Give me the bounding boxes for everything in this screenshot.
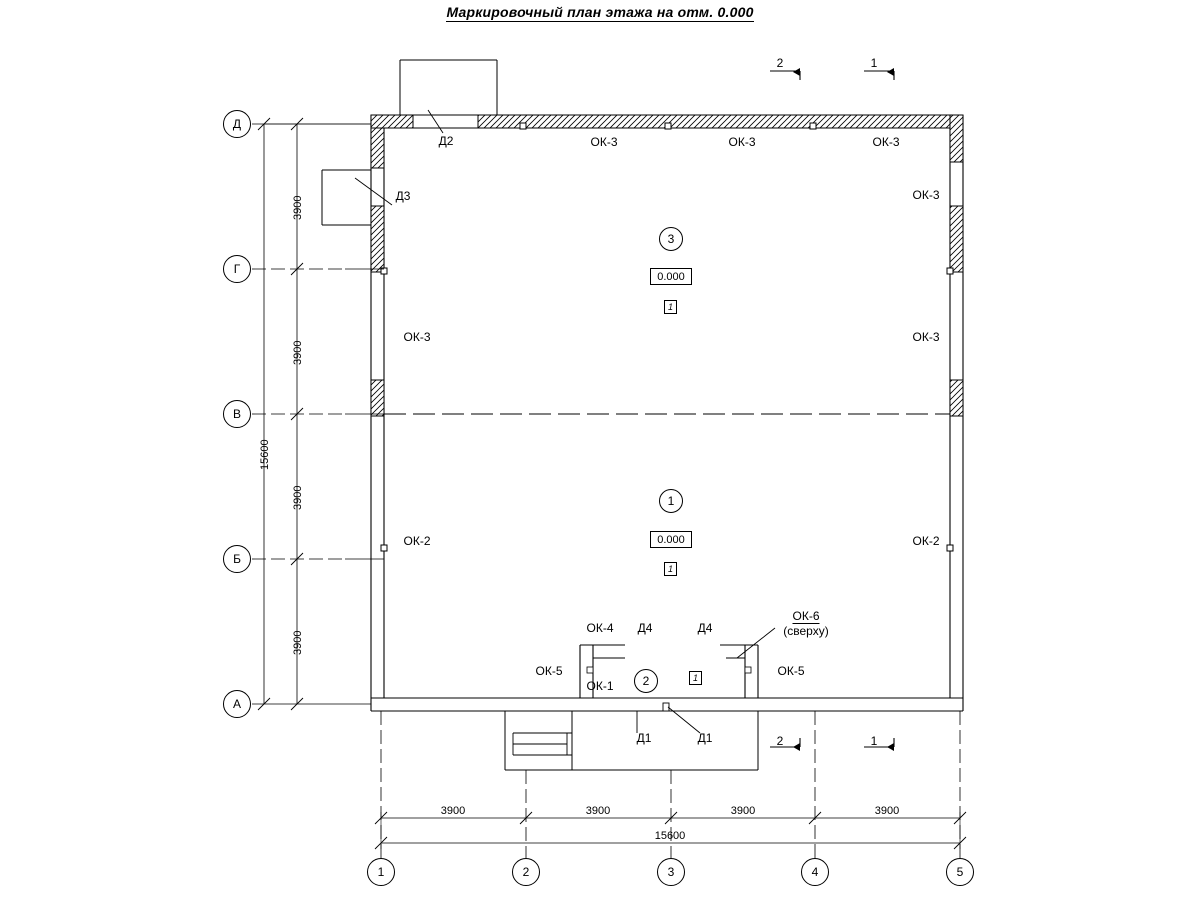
section-callout-bottom-1: 1 [870, 734, 878, 748]
axis-bubble-1: 1 [367, 858, 395, 886]
window-label-ok3-right-2: ОК-3 [912, 330, 940, 344]
axis-bubble-a: А [223, 690, 251, 718]
section-flag-lower: 1 [689, 671, 702, 685]
room-number-2: 2 [634, 669, 658, 693]
dim-vert-total: 15600 [259, 439, 271, 470]
axis-bubble-3: 3 [657, 858, 685, 886]
door-label-d3: Д3 [395, 189, 411, 203]
door-label-d2: Д2 [438, 134, 454, 148]
window-label-ok5-left: ОК-5 [535, 664, 563, 678]
room-number-1: 1 [659, 489, 683, 513]
axis-bubble-b: Б [223, 545, 251, 573]
dim-vert-3: 3900 [292, 485, 304, 510]
window-label-ok3-right-1: ОК-3 [912, 188, 940, 202]
dim-horz-3: 3900 [730, 805, 756, 817]
window-label-ok3-top-2: ОК-3 [728, 135, 756, 149]
drawing-title: Маркировочный план этажа на отм. 0.000 [446, 4, 754, 20]
window-label-ok3-top-1: ОК-3 [590, 135, 618, 149]
dim-horz-total: 15600 [654, 830, 686, 842]
dim-horz-4: 3900 [874, 805, 900, 817]
door-label-d1-right: Д1 [697, 731, 713, 745]
dim-vert-1: 3900 [292, 195, 304, 220]
window-label-ok2-right: ОК-2 [912, 534, 940, 548]
window-label-ok3-left-1: ОК-3 [403, 330, 431, 344]
section-flag-middle: 1 [664, 562, 677, 576]
axis-bubble-2: 2 [512, 858, 540, 886]
dim-vert-2: 3900 [292, 340, 304, 365]
window-label-ok1: ОК-1 [586, 679, 614, 693]
door-label-d1-left: Д1 [636, 731, 652, 745]
axis-bubble-4: 4 [801, 858, 829, 886]
window-label-ok3-top-3: ОК-3 [872, 135, 900, 149]
axis-bubble-v: В [223, 400, 251, 428]
section-callout-top-2: 2 [776, 56, 784, 70]
level-mark-lower: 0.000 [650, 531, 692, 548]
dim-horz-1: 3900 [440, 805, 466, 817]
section-flag-upper: 1 [664, 300, 677, 314]
dim-horz-2: 3900 [585, 805, 611, 817]
dim-vert-4: 3900 [292, 630, 304, 655]
window-label-ok6: ОК-6 [792, 609, 820, 623]
room-number-3: 3 [659, 227, 683, 251]
section-callout-top-1: 1 [870, 56, 878, 70]
axis-bubble-d: Д [223, 110, 251, 138]
door-label-d4-right: Д4 [697, 621, 713, 635]
window-label-ok2-left: ОК-2 [403, 534, 431, 548]
section-callout-bottom-2: 2 [776, 734, 784, 748]
door-label-d4-left: Д4 [637, 621, 653, 635]
axis-bubble-5: 5 [946, 858, 974, 886]
axis-bubble-g: Г [223, 255, 251, 283]
window-label-ok6-note: (сверху) [783, 624, 829, 638]
window-label-ok4: ОК-4 [586, 621, 614, 635]
window-label-ok5-right: ОК-5 [777, 664, 805, 678]
level-mark-upper: 0.000 [650, 268, 692, 285]
